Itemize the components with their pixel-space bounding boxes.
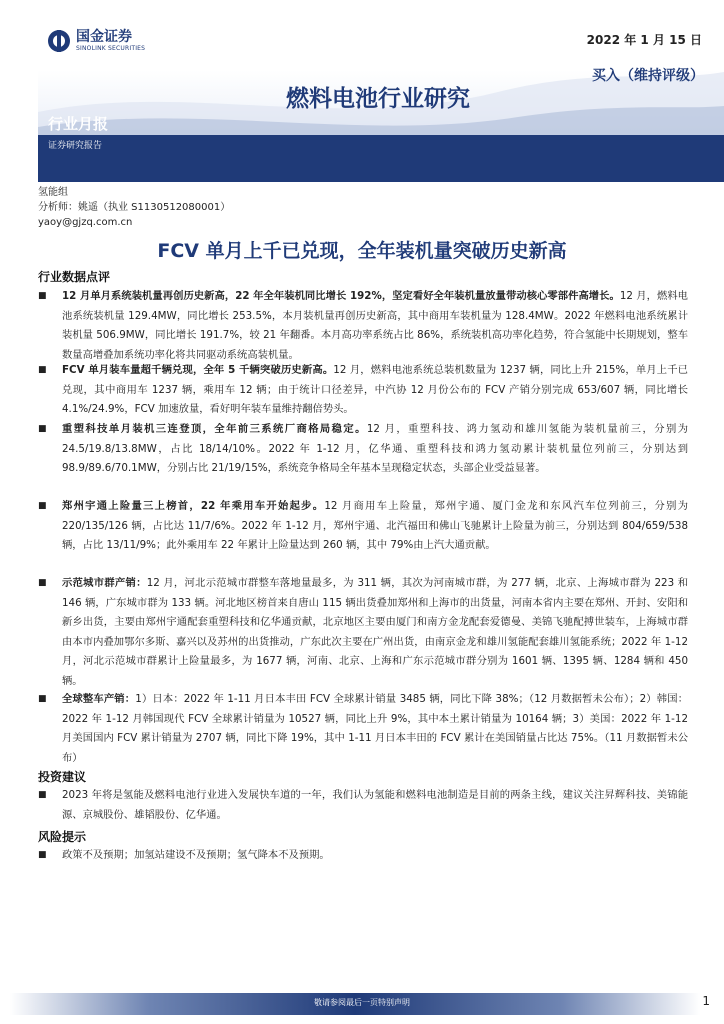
report-subtitle: 证券研究报告 [48, 141, 103, 151]
list-item [38, 420, 688, 479]
item-text: 12 月，重塑科技、鸿力氢动和雄川氢能为装机量前三，分别为 24.5/19.8/13.8MW，占比 18/14/10%。2022 年 1-12 月，亿华通、重塑科技和鸿力氢动累计装机量位列前三，分别达到 98.9/89.6/70.1MW，分别占比 21/19/15%，系统竞争格局全年基本呈现稳定状态，头部企业受益显著。 [62, 423, 688, 474]
rating: 买入（维持评级） [592, 68, 704, 84]
research-group: 氢能组 [38, 187, 68, 198]
page-title: 燃料电池行业研究 [286, 86, 470, 112]
item-lead: 示范城市群产销： [62, 577, 147, 589]
section-title-review: 行业数据点评 [38, 270, 111, 284]
logo-name-cn: 国金证券 [76, 29, 132, 45]
company-logo [48, 30, 145, 52]
bullet-icon: ■ [38, 291, 47, 301]
bullet-icon: ■ [38, 365, 47, 375]
section-title-advice: 投资建议 [38, 770, 87, 784]
bullet-icon: ■ [38, 790, 47, 800]
list-item [38, 497, 688, 556]
analyst-email[interactable]: yaoy@gjzq.com.cn [38, 217, 133, 228]
item-lead: 全球整车产销： [62, 693, 136, 705]
bullet-icon: ■ [38, 850, 47, 860]
analyst-info [38, 185, 230, 230]
footer-disclaimer-link[interactable]: 敬请参阅最后一页特别声明 [314, 998, 410, 1007]
bullet-icon: ■ [38, 424, 47, 434]
bullet-icon: ■ [38, 694, 47, 704]
list-item [38, 786, 688, 825]
list-item [38, 690, 688, 768]
list-item [38, 574, 688, 691]
page-number: 1 [702, 994, 710, 1008]
item-text: 12 月，燃料电池系统装机量 129.4MW，同比增长 253.5%，本月装机量再创历史新高，其中商用车装机量为 128.4MW。2022 年燃料电池系统累计装机量 506.9MW，同比增长 191.7%，较 21 年翻番。本月高功率系统占比 86%，系统装机高功率化趋势，符合氢能中长期规划，整车数量高增叠加系统功率化将共同驱动系统高装机量。 [62, 290, 688, 361]
section-title-risk: 风险提示 [38, 830, 87, 844]
item-lead: 重塑科技单月装机三连登顶，全年前三系统厂商格局稳定。 [62, 423, 367, 435]
item-lead: 12 月单月系统装机量再创历史新高，22 年全年装机同比增长 192%，坚定看好全年装机量放量带动核心零部件高增长。 [62, 290, 620, 302]
bullet-icon: ■ [38, 501, 47, 511]
item-text: 政策不及预期；加氢站建设不及预期；氢气降本不及预期。 [62, 849, 330, 861]
logo-icon [48, 30, 70, 52]
item-text: 12 月，河北示范城市群整车落地量最多，为 311 辆，其次为河南城市群，为 277 辆，北京、上海城市群为 223 和 146 辆，广东城市群为 133 辆。河北地区榜首来自唐山 115 辆出货叠加郑州和上海市的出货量，河南本省内主要在郑州、开封、安阳和新乡出货，主要由郑州宇通配套重塑科技和亿华通贡献，北京地区主要由厦门和南方金龙配套爱德曼、美锦飞驰配搏世装车，上海城市群由本市内叠加鄂尔多斯、嘉兴以及苏州的出货推动，广东此次主要在广州出货，由南京金龙和雄川氢能配套雄川氢能系统；2022 年 1-12 月，河北示范城市群累计上险量最多，为 1677 辆，河南、北京、上海和广东示范城市群分别为 1601 辆、1395 辆、1284 辆和 450 辆。 [62, 577, 688, 687]
logo-name-en: SINOLINK SECURITIES [76, 45, 146, 52]
bullet-icon: ■ [38, 578, 47, 588]
list-item [38, 287, 688, 365]
list-item [38, 361, 688, 420]
item-text: 12 月，燃料电池系统总装机数量为 1237 辆，同比上升 215%，单月上千已兑现，其中商用车 1237 辆，乘用车 12 辆；由于统计口径差异，中汽协 12 月份公布的 FCV 产销分别完成 653/607 辆，同比增长 4.1%/24.9%，FCV 加速放量，看好明年装车量维持翻倍势头。 [62, 364, 688, 415]
report-type: 行业月报 [48, 115, 109, 133]
banner-band [38, 135, 724, 182]
item-lead: FCV 单月装车量超千辆兑现，全年 5 千辆突破历史新高。 [62, 364, 334, 376]
report-headline: FCV 单月上千已兑现，全年装机量突破历史新高 [157, 240, 567, 262]
analyst-name: 分析师：姚遥（执业 S1130512080001） [38, 202, 231, 213]
list-item [38, 846, 688, 866]
item-text: 1）日本：2022 年 1-11 月日本丰田 FCV 全球累计销量 3485 辆，同比下降 38%；（12 月数据暂未公布）；2）韩国：2022 年 1-12 月韩国现代 FCV 全球累计销量为 10527 辆，同比上升 9%，其中本土累计销量为 10164 辆；3）美国：2022 年 1-12 月美国国内 FCV 累计销量为 2707 辆，同比下降 19%，其中 1-11 月日本丰田的 FCV 累计在美国销量占比达 75%。（11 月数据暂未公布） [62, 693, 688, 764]
item-lead: 郑州宇通上险量三上榜首，22 年乘用车开始起步。 [62, 500, 325, 512]
item-text: 12 月商用车上险量，郑州宇通、厦门金龙和东风汽车位列前三，分别为 220/135/126 辆，占比达 11/7/6%。2022 年 1-12 月，郑州宇通、北汽福田和佛山飞驰累计上险量为前三，分别达到 804/659/538 辆，占比 13/11/9%；此外乘用车 22 年累计上险量达到 260 辆，其中 79%由上汽大通贡献。 [62, 500, 688, 551]
report-date: 2022 年 1 月 15 日 [586, 33, 702, 47]
item-text: 2023 年将是氢能及燃料电池行业进入发展快车道的一年，我们认为氢能和燃料电池制造是目前的两条主线，建议关注昇辉科技、美锦能源、京城股份、雄韬股份、亿华通。 [62, 789, 688, 821]
